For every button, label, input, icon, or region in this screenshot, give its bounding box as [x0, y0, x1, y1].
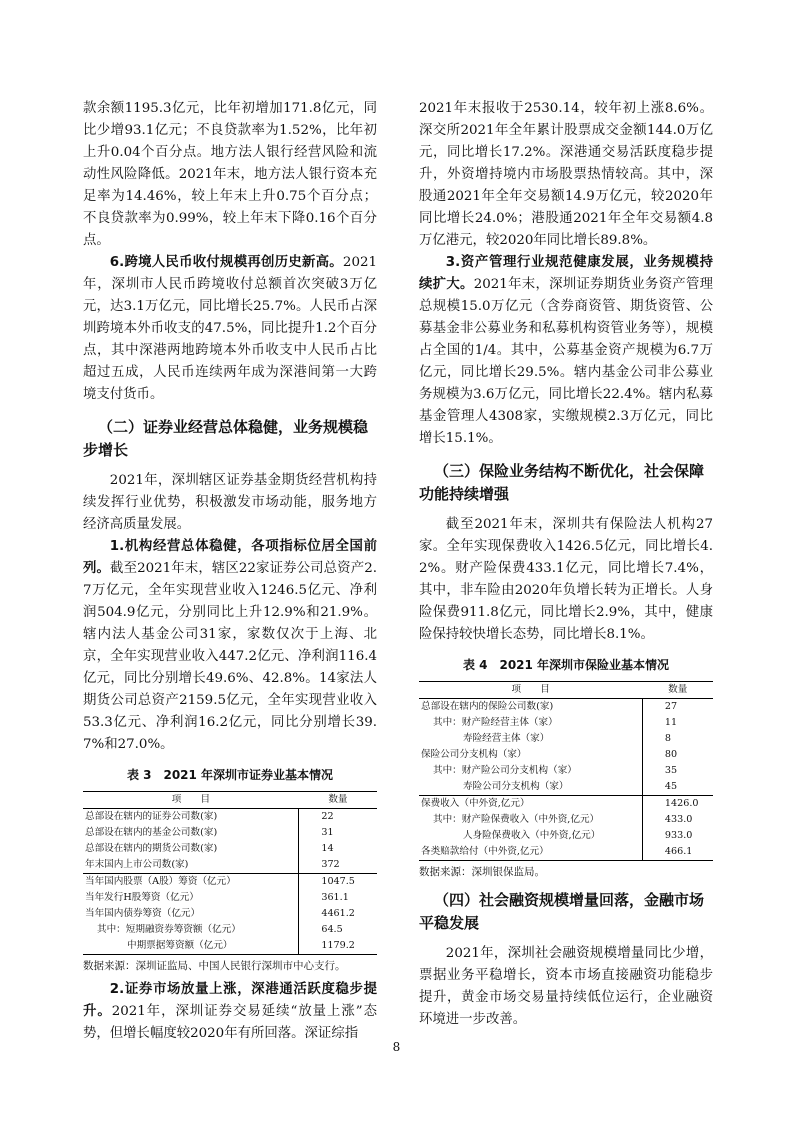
table-row [419, 715, 713, 731]
row-label: 其中：短期融资券筹资额（亿元） [83, 922, 299, 938]
paragraph-text: 2021年，深圳证券交易延续“放量上涨”态势，但增长幅度较2020年有所回落。深证综指 [83, 1004, 378, 1041]
paragraph: 2021年，深圳辖区证券基金期货经营机构持续发挥行业优势，积极激发市场动能，服务地方经济高质量发展。 [83, 473, 377, 532]
paragraph: 款余额1195.3亿元，比年初增加171.8亿元，同比少增93.1亿元；不良贷款率为1.52%，比年初上升0.04个百分点。地方法人银行经营风险和流动性风险降低。2021年末，地方法人银行资本充足率为14.46%，较上年末上升0.75个百分点；不良贷款率为0.99%，较上年末下降0.16个百分点。 [83, 101, 377, 248]
row-label: 中期票据筹资额（亿元） [83, 938, 299, 955]
paragraph-text: 2021年，深圳市人民币跨境收付总额首次突破3万亿元，达3.1万亿元，同比增长25.7%。人民币占深圳跨境本外币收支的47.5%，同比提升1.2个百分点，其中深港两地跨境本外币收支中人民币占比超过五成，人民币连续两年成为深港间第一大跨境支付货币。 [83, 255, 377, 402]
table-row [83, 857, 377, 874]
column-header: 数量 [642, 682, 713, 699]
paragraph-text: 截至2021年末，辖区22家证券公司总资产2.7万亿元，全年实现营业收入1246.5亿元、净利润504.9亿元，分别同比上升12.9%和21.9%。辖内法人基金公司31家，家数仅次于上海、北京，全年实现营业收入447.2亿元、净利润116.4亿元，同比分别增长49.6%、42.8%。14家法人期货公司总资产2159.5亿元，全年实现营业收入53.3亿元、净利润16.2亿元，同比分别增长39.7%和27.0%。 [83, 561, 377, 752]
row-label: 总部设在辖内的基金公司数(家) [83, 825, 299, 841]
row-label: 其中：财产险公司分支机构（家） [419, 763, 642, 779]
paragraph: 2021年，深圳社会融资规模增量同比少增，票据业务平稳增长，资本市场直接融资功能稳步提升，黄金市场交易量持续低位运行，企业融资环境进一步改善。 [419, 946, 713, 1027]
column-header: 项 目 [83, 792, 299, 809]
row-label: 总部设在辖内的保险公司数(家) [419, 699, 642, 716]
table-row [419, 779, 713, 796]
paragraph-lead: 2.证券市场放量上涨，深港通活跃度稳步提升。 [83, 982, 377, 1019]
row-value: 64.5 [321, 924, 343, 935]
table-row [83, 922, 377, 938]
row-value: 11 [664, 717, 678, 728]
row-value: 1047.5 [299, 874, 377, 891]
row-label: 当年国内股票（A股）筹资（亿元） [83, 874, 299, 891]
table-header-row [83, 792, 377, 809]
table-title: 表 4 2021 年深圳市保险业基本情况 [462, 658, 670, 672]
row-value: 45 [664, 781, 678, 792]
table-row [419, 844, 713, 861]
row-value: 372 [321, 859, 340, 870]
row-label: 寿险经营主体（家） [419, 731, 642, 747]
row-label: 总部设在辖内的期货公司数(家) [83, 841, 299, 857]
table-title: 表 3 2021 年深圳市证券业基本情况 [126, 768, 334, 782]
paragraph [83, 252, 377, 406]
row-value: 27 [664, 701, 678, 712]
table-row [419, 763, 713, 779]
row-value: 933.0 [664, 830, 693, 841]
paragraph-lead: 1.机构经营总体稳健，各项指标位居全国前列。 [83, 539, 377, 576]
row-label: 寿险公司分支机构（家） [419, 779, 642, 796]
table-row [419, 731, 713, 747]
row-label: 当年发行H股筹资（亿元） [83, 890, 299, 906]
table-row [419, 812, 713, 828]
right-column [419, 98, 713, 1031]
row-value: 4461.2 [321, 908, 355, 919]
table-row [83, 809, 377, 826]
table-row [419, 828, 713, 844]
column-header: 项 目 [419, 682, 642, 699]
row-value: 35 [664, 765, 678, 776]
paragraph [419, 252, 713, 450]
table-row [83, 825, 377, 841]
table-header-row [419, 682, 713, 699]
paragraph [83, 536, 377, 756]
paragraph [83, 979, 377, 1045]
row-value: 361.1 [321, 892, 349, 903]
paragraph: 2021年末报收于2530.14，较年初上涨8.6%。深交所2021年全年累计股票成交金额144.0万亿元，同比增长17.2%。深港通交易活跃度稳步提升，外资增持境内市场股票热情较高。其中，深股通2021年全年交易额14.9万亿元，较2020年同比增长24.0%；港股通2021年全年交易额4.8万亿港元，较2020年同比增长89.8%。 [419, 101, 713, 248]
table-securities [83, 791, 377, 955]
row-label: 保费收入（中外资,亿元） [419, 796, 642, 813]
row-value: 14 [321, 843, 334, 854]
row-value: 1179.2 [321, 940, 355, 951]
table-insurance [419, 681, 713, 861]
table-source: 数据来源：深圳证监局、中国人民银行深圳市中心支行。 [83, 960, 346, 972]
row-label: 各类赔款给付（中外资,亿元） [419, 844, 642, 861]
table-row [83, 890, 377, 906]
section-heading: （二）证券业经营总体稳健，业务规模稳步增长 [83, 418, 369, 459]
row-label: 其中：财产险保费收入（中外资,亿元） [419, 812, 642, 828]
page-number: 8 [392, 1040, 401, 1054]
row-value: 433.0 [664, 814, 693, 825]
section-heading: （四）社会融资规模增量回落，金融市场平稳发展 [419, 891, 705, 932]
paragraph: 截至2021年末，深圳共有保险法人机构27家。全年实现保费收入1426.5亿元，同比增长4.2%。财产险保费433.1亿元，同比增长7.4%，其中，非车险由2020年负增长转为正增长。人身险保费911.8亿元，同比增长2.9%，其中，健康险保持较快增长态势，同比增长8.1%。 [419, 517, 713, 642]
table-row [83, 906, 377, 922]
paragraph-lead: 3.资产管理行业规范健康发展，业务规模持续扩大。 [419, 255, 713, 292]
table-row [419, 796, 713, 813]
row-value: 466.1 [664, 846, 693, 857]
row-label: 总部设在辖内的证券公司数(家) [83, 809, 299, 826]
table-row [83, 938, 377, 955]
table-row [419, 699, 713, 716]
column-header: 数量 [299, 792, 377, 809]
row-value: 80 [664, 749, 678, 760]
section-heading: （三）保险业务结构不断优化，社会保障功能持续增强 [419, 462, 705, 503]
row-label: 保险公司分支机构（家） [419, 747, 642, 763]
left-column [83, 98, 377, 1045]
row-label: 其中：财产险经营主体（家） [419, 715, 642, 731]
row-label: 年末国内上市公司数(家) [83, 857, 299, 874]
row-value: 8 [664, 733, 672, 744]
table-row [83, 841, 377, 857]
row-label: 人身险保费收入（中外资,亿元） [419, 828, 642, 844]
table-source: 数据来源：深圳银保监局。 [419, 866, 545, 878]
table-row [83, 874, 377, 891]
table-row [419, 747, 713, 763]
row-value: 31 [321, 827, 334, 838]
row-value: 1426.0 [642, 796, 713, 813]
paragraph-lead: 6.跨境人民币收付规模再创历史新高。 [109, 255, 343, 270]
paragraph-text: 2021年末，深圳证券期货业务资产管理总规模15.0万亿元（含券商资管、期货资管、公募基金非公募业务和私募机构资管业务等），规模占全国的1/4。其中，公募基金资产规模为6.7万亿元，同比增长29.5%。辖内基金公司非公募业务规模为3.6万亿元，同比增长22.4%。辖内私募基金管理人4308家，实缴规模2.3万亿元，同比增长15.1%。 [419, 277, 714, 446]
row-label: 当年国内债券筹资（亿元） [83, 906, 299, 922]
row-value: 22 [321, 811, 334, 822]
